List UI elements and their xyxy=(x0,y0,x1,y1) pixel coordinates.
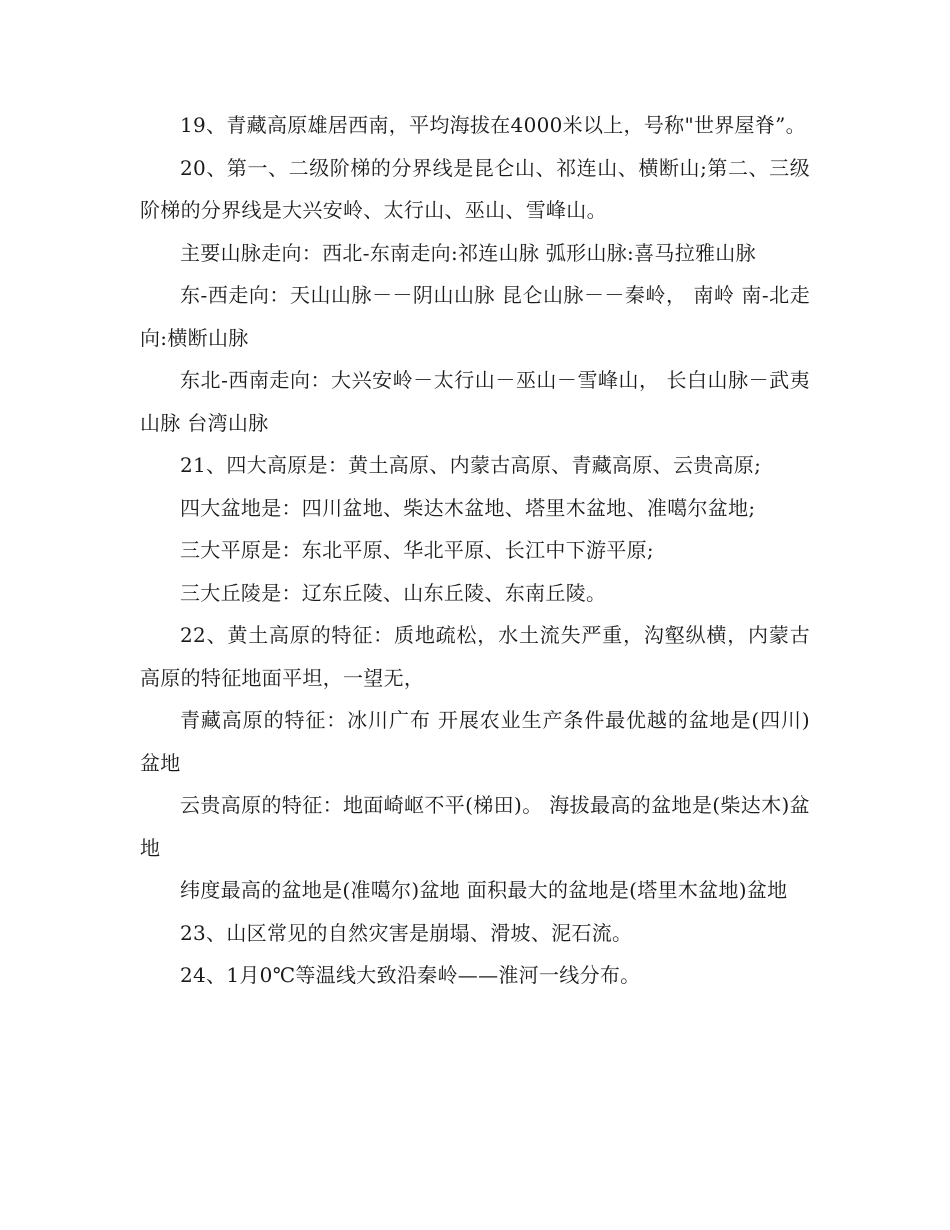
document-page xyxy=(140,104,810,997)
paragraph-east-west-mountains: 东-西走向：天山山脉－－阴山山脉 昆仑山脉－－秦岭， 南岭 南-北走向:横断山脉 xyxy=(140,283,810,350)
paragraph-northeast-southwest-mountains: 东北-西南走向：大兴安岭－太行山－巫山－雪峰山， 长白山脉－武夷山脉 台湾山脉 xyxy=(140,368,810,435)
paragraph-mountain-directions: 主要山脉走向：西北-东南走向:祁连山脉 弧形山脉:喜马拉雅山脉 xyxy=(180,240,756,265)
paragraph-four-plateaus: 21、四大高原是：黄土高原、内蒙古高原、青藏高原、云贵高原; xyxy=(180,453,762,477)
paragraph-three-hills: 三大丘陵是：辽东丘陵、山东丘陵、东南丘陵。 xyxy=(180,580,607,605)
paragraph-four-basins: 四大盆地是：四川盆地、柴达木盆地、塔里木盆地、准噶尔盆地; xyxy=(180,495,756,520)
paragraph-three-plains: 三大平原是：东北平原、华北平原、长江中下游平原; xyxy=(180,538,654,562)
paragraph-tibetan-plateau: 19、青藏高原雄居西南，平均海拔在4000米以上，号称"世界屋脊”。 xyxy=(180,113,806,137)
paragraph-basin-latitude-area: 纬度最高的盆地是(准噶尔)盆地 面积最大的盆地是(塔里木盆地)盆地 xyxy=(180,878,788,902)
paragraph-isotherm: 24、1月0℃等温线大致沿秦岭——淮河一线分布。 xyxy=(180,963,641,987)
paragraph-loess-plateau: 22、黄土高原的特征：质地疏松，水土流失严重，沟壑纵横，内蒙古高原的特征地面平坦，一望无， xyxy=(140,623,810,690)
paragraph-qinghai-tibet-features: 青藏高原的特征：冰川广布 开展农业生产条件最优越的盆地是(四川)盆地 xyxy=(140,708,810,775)
paragraph-terrain-steps: 20、第一、二级阶梯的分界线是昆仑山、祁连山、横断山;第二、三级阶梯的分界线是大兴安岭、太行山、巫山、雪峰山。 xyxy=(140,155,810,222)
paragraph-yungui-features: 云贵高原的特征：地面崎岖不平(梯田)。 海拔最高的盆地是(柴达木)盆地 xyxy=(140,793,810,860)
paragraph-natural-disasters: 23、山区常见的自然灾害是崩塌、滑坡、泥石流。 xyxy=(180,920,633,945)
